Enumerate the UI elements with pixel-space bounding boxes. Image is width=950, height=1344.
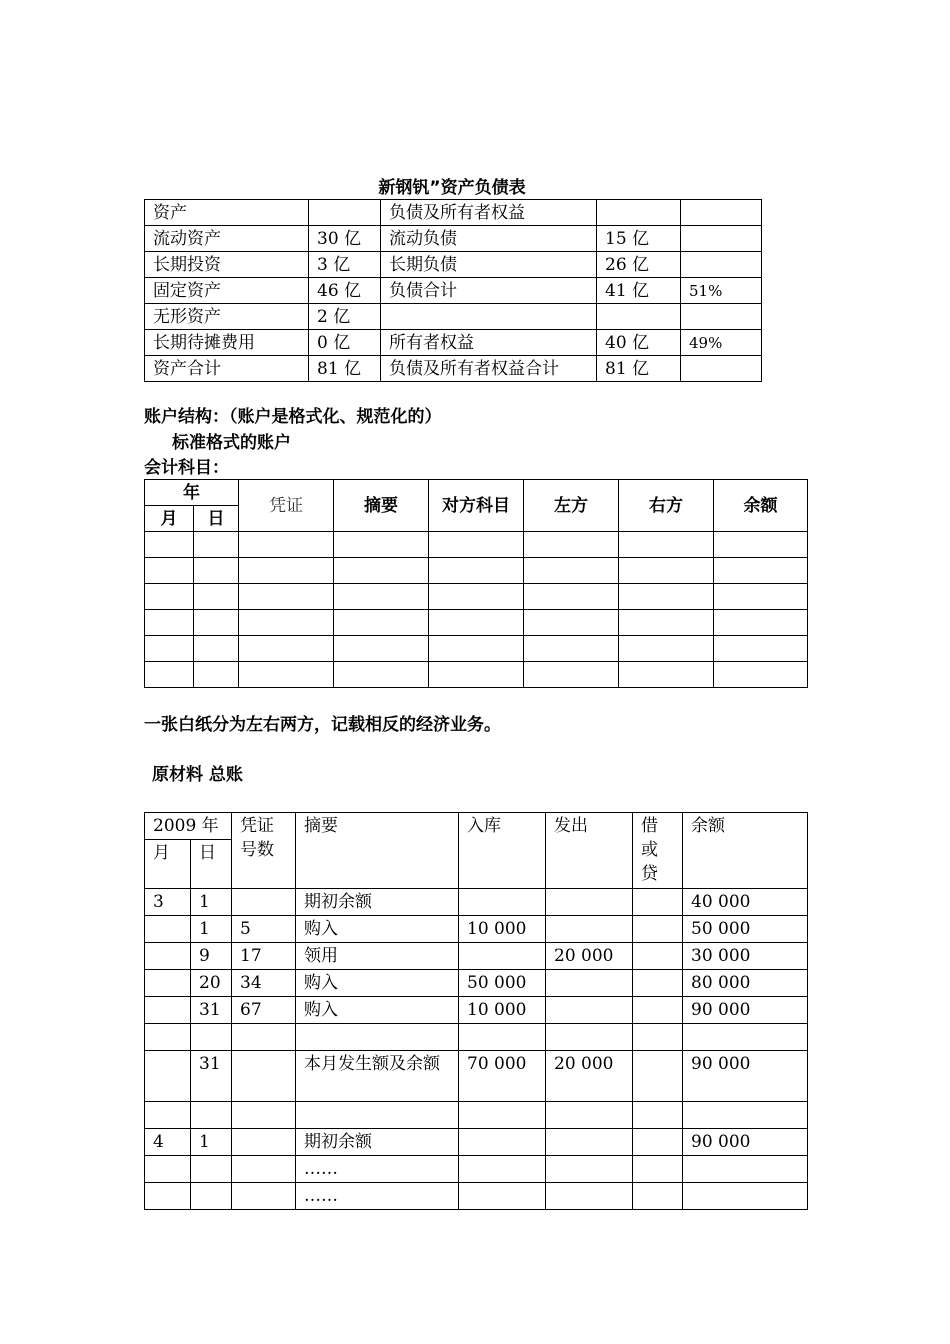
- cell-liability-amount: 26 亿: [597, 252, 681, 278]
- ledger-row: [145, 943, 808, 970]
- header-left-side: 左方: [524, 480, 619, 532]
- balance-sheet-row: [145, 200, 762, 226]
- ledger-cell-balance: 50 000: [683, 916, 808, 943]
- account-blank-cell: [429, 558, 524, 584]
- ledger-cell-day: [191, 1156, 232, 1183]
- account-blank-cell: [429, 610, 524, 636]
- account-blank-cell: [334, 662, 429, 688]
- ledger-cell-inbound: [459, 1183, 546, 1210]
- account-blank-cell: [145, 584, 194, 610]
- raw-material-ledger-table: [144, 812, 808, 1210]
- cell-asset-amount: 30 亿: [309, 226, 381, 252]
- cell-asset-amount: 0 亿: [309, 330, 381, 356]
- ledger-row: [145, 1102, 808, 1129]
- balance-sheet-row: [145, 304, 762, 330]
- ledger-cell-balance: [683, 1183, 808, 1210]
- cell-liability-name: 流动负债: [381, 226, 597, 252]
- balance-sheet-row: [145, 330, 762, 356]
- ledger-cell-dr-cr: [633, 889, 683, 916]
- cell-liability-amount: 41 亿: [597, 278, 681, 304]
- account-blank-cell: [619, 558, 714, 584]
- ledger-row: [145, 1024, 808, 1051]
- ledger-cell-month: [145, 943, 191, 970]
- ledger-row: [145, 997, 808, 1024]
- ledger-cell-voucher: [232, 1156, 296, 1183]
- ledger-cell-inbound: [459, 1102, 546, 1129]
- ledger-cell-day: 31: [191, 1051, 232, 1102]
- balance-sheet-row: [145, 252, 762, 278]
- ledger-cell-dr-cr: [633, 997, 683, 1024]
- ledger-cell-voucher: [232, 1183, 296, 1210]
- account-blank-cell: [524, 558, 619, 584]
- ledger-cell-summary: 本月发生额及余额: [296, 1051, 459, 1102]
- cell-liability-amount: 40 亿: [597, 330, 681, 356]
- account-blank-cell: [524, 610, 619, 636]
- ledger-row: [145, 970, 808, 997]
- account-blank-cell: [239, 662, 334, 688]
- ledger-cell-inbound: [459, 1129, 546, 1156]
- ledger-cell-outbound: 20 000: [546, 943, 633, 970]
- cell-asset-amount: 2 亿: [309, 304, 381, 330]
- account-blank-cell: [239, 636, 334, 662]
- account-blank-cell: [145, 636, 194, 662]
- header-voucher: 凭证: [239, 480, 334, 532]
- ledger-cell-voucher: [232, 1024, 296, 1051]
- ledger-cell-dr-cr: [633, 1102, 683, 1129]
- ledger-header-voucher: 凭证号数: [232, 813, 296, 889]
- ledger-cell-dr-cr: [633, 1183, 683, 1210]
- account-blank-cell: [619, 636, 714, 662]
- account-blank-cell: [145, 610, 194, 636]
- account-blank-cell: [714, 662, 808, 688]
- ledger-cell-outbound: [546, 1129, 633, 1156]
- ledger-cell-month: [145, 1024, 191, 1051]
- account-blank-cell: [619, 532, 714, 558]
- ledger-header-day: 日: [191, 840, 232, 889]
- ledger-cell-dr-cr: [633, 1129, 683, 1156]
- account-blank-cell: [194, 584, 239, 610]
- cell-liability-name: 负债合计: [381, 278, 597, 304]
- standard-account-table: [144, 479, 808, 688]
- cell-liability-name: 所有者权益: [381, 330, 597, 356]
- ledger-cell-inbound: [459, 889, 546, 916]
- ledger-cell-voucher: [232, 1051, 296, 1102]
- account-blank-cell: [194, 662, 239, 688]
- account-blank-cell: [429, 532, 524, 558]
- cell-asset-name: 资产合计: [145, 356, 309, 382]
- header-counter-account: 对方科目: [429, 480, 524, 532]
- balance-sheet-row: [145, 278, 762, 304]
- cell-ratio: [681, 200, 762, 226]
- header-balance: 余额: [714, 480, 808, 532]
- cell-ratio: 49%: [681, 330, 762, 356]
- account-blank-cell: [145, 558, 194, 584]
- account-blank-cell: [714, 558, 808, 584]
- account-structure-subheading: 标准格式的账户: [172, 433, 291, 453]
- ledger-cell-summary: 购入: [296, 970, 459, 997]
- balance-sheet-table: [144, 199, 762, 382]
- ledger-header-dr-cr: 借或贷: [633, 813, 683, 889]
- ledger-cell-outbound: [546, 1156, 633, 1183]
- account-blank-cell: [194, 558, 239, 584]
- cell-liability-amount: [597, 304, 681, 330]
- ledger-cell-inbound: 50 000: [459, 970, 546, 997]
- ledger-cell-month: [145, 997, 191, 1024]
- ledger-row: [145, 916, 808, 943]
- cell-asset-name: 固定资产: [145, 278, 309, 304]
- ledger-cell-balance: 30 000: [683, 943, 808, 970]
- header-right-side: 右方: [619, 480, 714, 532]
- account-blank-cell: [145, 532, 194, 558]
- ledger-cell-summary: 期初余额: [296, 1129, 459, 1156]
- ledger-cell-voucher: 67: [232, 997, 296, 1024]
- cell-liability-name: 负债及所有者权益合计: [381, 356, 597, 382]
- account-blank-cell: [714, 636, 808, 662]
- ledger-cell-inbound: 10 000: [459, 997, 546, 1024]
- ledger-cell-outbound: 20 000: [546, 1051, 633, 1102]
- cell-asset-name: 资产: [145, 200, 309, 226]
- account-blank-row: [145, 532, 808, 558]
- ledger-cell-summary: [296, 1024, 459, 1051]
- ledger-title: 原材料 总账: [152, 765, 243, 785]
- ledger-header-summary: 摘要: [296, 813, 459, 889]
- account-blank-cell: [194, 610, 239, 636]
- ledger-cell-outbound: [546, 970, 633, 997]
- cell-liability-amount: 81 亿: [597, 356, 681, 382]
- balance-sheet-row: [145, 226, 762, 252]
- ledger-cell-inbound: 10 000: [459, 916, 546, 943]
- ledger-cell-month: [145, 1102, 191, 1129]
- ledger-cell-day: 9: [191, 943, 232, 970]
- ledger-cell-day: [191, 1102, 232, 1129]
- ledger-cell-summary: [296, 1102, 459, 1129]
- ledger-header-month: 月: [145, 840, 191, 889]
- account-blank-row: [145, 662, 808, 688]
- account-blank-cell: [619, 584, 714, 610]
- ledger-cell-month: [145, 970, 191, 997]
- ledger-cell-dr-cr: [633, 1051, 683, 1102]
- account-blank-cell: [194, 532, 239, 558]
- ledger-cell-inbound: [459, 1024, 546, 1051]
- ledger-cell-balance: 40 000: [683, 889, 808, 916]
- account-blank-cell: [524, 636, 619, 662]
- cell-asset-name: 流动资产: [145, 226, 309, 252]
- ledger-header-outbound: 发出: [546, 813, 633, 889]
- ledger-cell-voucher: [232, 1129, 296, 1156]
- cell-asset-amount: 3 亿: [309, 252, 381, 278]
- account-blank-cell: [239, 558, 334, 584]
- header-year: 年: [145, 480, 239, 506]
- ledger-cell-voucher: 17: [232, 943, 296, 970]
- account-blank-cell: [429, 636, 524, 662]
- ledger-cell-voucher: [232, 889, 296, 916]
- cell-liability-name: 长期负债: [381, 252, 597, 278]
- ledger-cell-summary: 期初余额: [296, 889, 459, 916]
- cell-ratio: [681, 252, 762, 278]
- ledger-cell-summary: ……: [296, 1183, 459, 1210]
- ledger-cell-summary: 领用: [296, 943, 459, 970]
- cell-liability-name: [381, 304, 597, 330]
- ledger-cell-day: 1: [191, 916, 232, 943]
- ledger-cell-dr-cr: [633, 1156, 683, 1183]
- ledger-cell-outbound: [546, 997, 633, 1024]
- header-month: 月: [145, 506, 194, 532]
- cell-ratio: 51%: [681, 278, 762, 304]
- ledger-cell-dr-cr: [633, 916, 683, 943]
- ledger-cell-month: 3: [145, 889, 191, 916]
- ledger-cell-dr-cr: [633, 970, 683, 997]
- ledger-cell-voucher: 5: [232, 916, 296, 943]
- ledger-header-inbound: 入库: [459, 813, 546, 889]
- ledger-row: [145, 1129, 808, 1156]
- ledger-cell-outbound: [546, 889, 633, 916]
- cell-asset-amount: [309, 200, 381, 226]
- ledger-cell-dr-cr: [633, 943, 683, 970]
- ledger-cell-month: 4: [145, 1129, 191, 1156]
- ledger-cell-outbound: [546, 1183, 633, 1210]
- ledger-cell-summary: 购入: [296, 997, 459, 1024]
- ledger-cell-outbound: [546, 1102, 633, 1129]
- ledger-cell-day: 1: [191, 889, 232, 916]
- cell-asset-amount: 81 亿: [309, 356, 381, 382]
- ledger-cell-month: [145, 916, 191, 943]
- account-blank-row: [145, 610, 808, 636]
- cell-ratio: [681, 226, 762, 252]
- account-blank-cell: [334, 558, 429, 584]
- ledger-cell-voucher: 34: [232, 970, 296, 997]
- ledger-cell-day: 20: [191, 970, 232, 997]
- ledger-cell-dr-cr: [633, 1024, 683, 1051]
- balance-sheet-title: 新钢钒”资产负债表: [378, 178, 526, 198]
- account-blank-cell: [714, 610, 808, 636]
- ledger-cell-balance: [683, 1102, 808, 1129]
- account-blank-cell: [145, 662, 194, 688]
- ledger-cell-summary: ……: [296, 1156, 459, 1183]
- account-blank-cell: [334, 636, 429, 662]
- ledger-cell-balance: 90 000: [683, 997, 808, 1024]
- account-blank-cell: [619, 610, 714, 636]
- ledger-cell-voucher: [232, 1102, 296, 1129]
- account-blank-cell: [524, 662, 619, 688]
- ledger-cell-month: [145, 1051, 191, 1102]
- ledger-cell-inbound: 70 000: [459, 1051, 546, 1102]
- ledger-cell-summary: 购入: [296, 916, 459, 943]
- ledger-cell-balance: 90 000: [683, 1129, 808, 1156]
- account-blank-cell: [334, 532, 429, 558]
- account-blank-row: [145, 584, 808, 610]
- ledger-cell-month: [145, 1183, 191, 1210]
- ledger-row: [145, 1051, 808, 1102]
- ledger-cell-balance: [683, 1024, 808, 1051]
- account-blank-cell: [429, 584, 524, 610]
- cell-ratio: [681, 356, 762, 382]
- ledger-cell-balance: [683, 1156, 808, 1183]
- account-blank-row: [145, 558, 808, 584]
- balance-sheet-row: [145, 356, 762, 382]
- ledger-cell-balance: 80 000: [683, 970, 808, 997]
- cell-liability-amount: 15 亿: [597, 226, 681, 252]
- account-blank-cell: [429, 662, 524, 688]
- ledger-cell-day: 1: [191, 1129, 232, 1156]
- account-blank-cell: [619, 662, 714, 688]
- account-blank-cell: [194, 636, 239, 662]
- ledger-cell-month: [145, 1156, 191, 1183]
- ledger-cell-inbound: [459, 943, 546, 970]
- cell-asset-amount: 46 亿: [309, 278, 381, 304]
- ledger-cell-outbound: [546, 916, 633, 943]
- cell-asset-name: 长期投资: [145, 252, 309, 278]
- ledger-row: [145, 1183, 808, 1210]
- ledger-cell-day: [191, 1183, 232, 1210]
- ledger-row: [145, 1156, 808, 1183]
- ledger-header-balance: 余额: [683, 813, 808, 889]
- cell-ratio: [681, 304, 762, 330]
- account-blank-cell: [334, 610, 429, 636]
- paper-note: 一张白纸分为左右两方，记载相反的经济业务。: [144, 715, 501, 735]
- account-blank-cell: [239, 610, 334, 636]
- account-structure-heading: 账户结构：（账户是格式化、规范化的）: [144, 407, 442, 427]
- account-blank-cell: [524, 584, 619, 610]
- cell-liability-amount: [597, 200, 681, 226]
- account-blank-cell: [239, 584, 334, 610]
- account-blank-cell: [714, 584, 808, 610]
- accounting-subject-label: 会计科目：: [144, 458, 229, 478]
- account-blank-cell: [524, 532, 619, 558]
- account-blank-row: [145, 636, 808, 662]
- header-day: 日: [194, 506, 239, 532]
- account-blank-cell: [334, 584, 429, 610]
- account-blank-cell: [714, 532, 808, 558]
- cell-asset-name: 长期待摊费用: [145, 330, 309, 356]
- header-summary: 摘要: [334, 480, 429, 532]
- ledger-row: [145, 889, 808, 916]
- account-blank-cell: [239, 532, 334, 558]
- cell-asset-name: 无形资产: [145, 304, 309, 330]
- ledger-cell-day: 31: [191, 997, 232, 1024]
- ledger-cell-day: [191, 1024, 232, 1051]
- ledger-cell-inbound: [459, 1156, 546, 1183]
- cell-liability-name: 负债及所有者权益: [381, 200, 597, 226]
- ledger-header-year: 2009 年: [145, 813, 232, 840]
- ledger-cell-balance: 90 000: [683, 1051, 808, 1102]
- ledger-cell-outbound: [546, 1024, 633, 1051]
